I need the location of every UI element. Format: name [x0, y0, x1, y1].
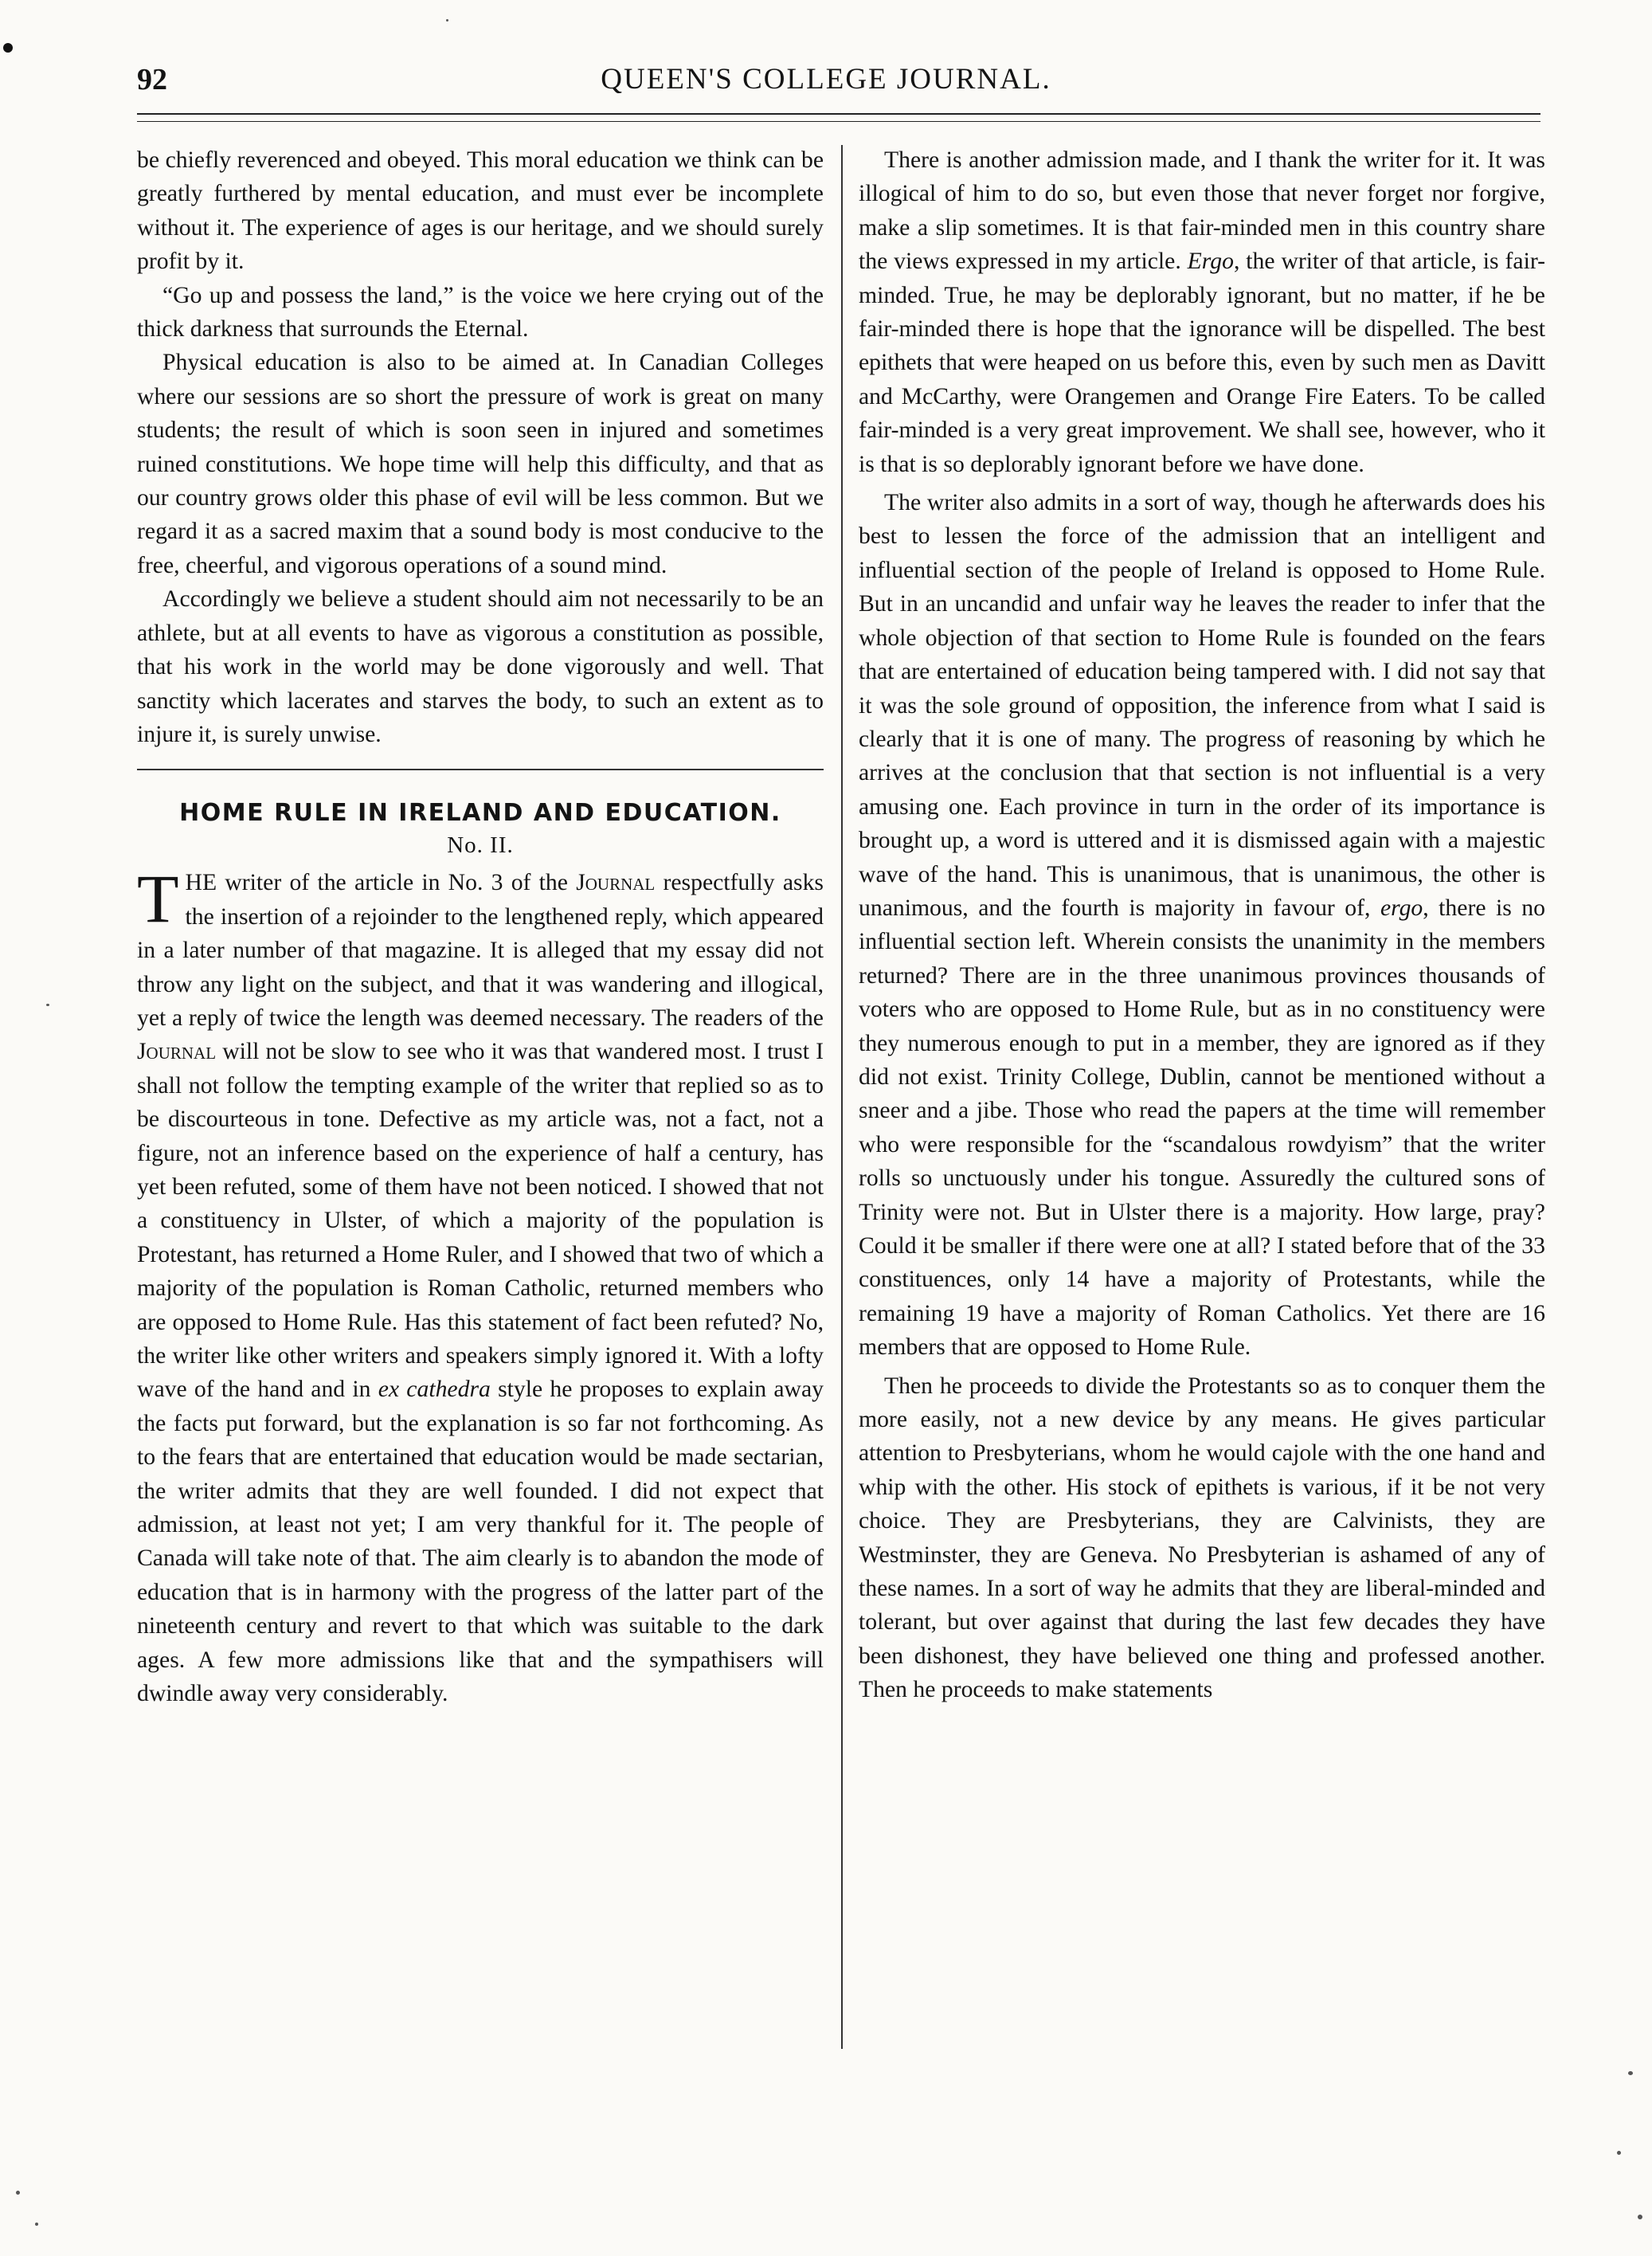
paragraph: Physical education is also to be aimed at. In Canadian Colleges where our sessions are so short the pressure of work is great on many students; the result of which is soon seen in injured and sometimes ruined constitutions. We hope time will help this difficulty, and that as our country grows older this phase of evil will be less common. But we regard it as a sacred maxim that a sound body is most conducive to the free, cheerful, and vigorous operations of a sound mind.: [137, 350, 824, 578]
text-run: style he proposes to explain away the facts put forward, but the explanation is so far not forthcoming. As to the fears that are entertained that education would be made sectarian, the writer admits that they are well founded. I did not expect that admission, at least not yet; I am very thankful for it. The people of Canada will take note of that. The aim clearly is to abandon the mode of education that is in harmony with the progress of the latter part of the nineteenth century and revert to that which was suitable to the dark ages. A few more admissions like that and the sympathisers will dwindle away very considerably.: [137, 1377, 824, 1707]
print-speck: [1628, 2071, 1633, 2075]
paragraph: [859, 143, 1545, 481]
paragraph: Then he proceeds to divide the Protestants so as to conquer them the more easily, not a new device by any means. He gives particular attention to Presbyterians, whom he would cajole with the one hand and whip with the other. His stock of epithets is various, if it be not very choice. They are Presbyterians, they are Calvinists, they are Westminster, they are Geneva. No Presbyterian is ashamed of any of these names. In a sort of way he admits that they are liberal-minded and tolerant, but over against that during the last few decades they have been dishonest, they have believed one thing and professed another. Then he proceeds to make statements: [859, 1373, 1545, 1703]
print-speck: [1638, 2215, 1642, 2219]
left-column: [137, 143, 824, 1710]
text-run: The writer also admits in a sort of way, though he afterwards does his best to lessen the force of the admission that an intelligent and influential section of the people of Ireland is opposed to Home Rule. But in an uncandid and unfair way he leaves the reader to infer that the whole objection of that section to Home Rule is founded on the fears that are entertained of education being tampered with. I did not say that it was the sole ground of opposition, the inference from what I said is clearly that it is one of many. The progress of reasoning by which he arrives at the conclusion that that section is not influential is a very amusing one. Each province in turn in the order of its importance is brought up, a word is uttered and it is dismissed again with a majestic wave of the hand. This is unanimous, that is unanimous, the other is unanimous, and the fourth is majority in favour of,: [859, 490, 1545, 921]
text-run: HE writer of the article in No. 3 of the: [185, 870, 577, 896]
right-column: [859, 143, 1545, 1707]
page-header: [0, 62, 1652, 102]
article-paragraph: [137, 860, 824, 1710]
column-divider: [841, 145, 843, 2049]
print-speck: [3, 43, 13, 53]
journal-name: Journal: [137, 1039, 217, 1065]
print-speck: [446, 19, 448, 22]
article-subtitle: No. II.: [447, 832, 514, 859]
drop-cap: T: [137, 860, 179, 938]
header-rule-bottom: [137, 121, 1540, 122]
paragraph: “Go up and possess the land,” is the voice we here crying out of the thick darkness that surrounds the Eternal.: [137, 282, 824, 343]
journal-name: Journal: [576, 870, 656, 896]
text-run: will not be slow to see who it was that wandered most. I trust I shall not follow the tempting example of the writer that replied so as to be discourteous in tone. Defective as my article was, not a fact, not a figure, not an inference based on the experience of half a century, has yet been refuted, some of them have not been noticed. I showed that not a constituency in Ulster, of which a majority of the population is Protestant, has returned a Home Ruler, and I showed that two of which a majority of the population is Roman Catholic, returned members who are opposed to Home Rule. Has this statement of fact been refuted? No, the writer like other writers and speakers simply ignored it. With a lofty wave of the hand and in: [137, 1039, 824, 1403]
italic-phrase: ergo: [1380, 895, 1423, 921]
paragraph: be chiefly reverenced and obeyed. This moral education we think can be greatly furthered by mental education, and must ever be incomplete without it. The experience of ages is our heritage, and we should surely profit by it.: [137, 147, 824, 275]
paragraph: Accordingly we believe a student should aim not necessarily to be an athlete, but at all events to have as vigorous a constitution as possible, that his work in the world may be done vigorously and well. That sanctity which lacerates and starves the body, to such an extent as to injure it, is surely unwise.: [137, 586, 824, 747]
print-speck: [46, 1004, 49, 1006]
print-speck: [16, 2191, 20, 2195]
text-run: , the writer of that article, is fair-minded. True, he may be deplorably ignorant, but no matter, if he be fair-minded there is hope that the ignorance will be dispelled. The best epithets that were heaped on us before this, even by such men as Davitt and McCarthy, were Orangemen and Orange Fire Eaters. To be called fair-minded is a very great improvement. We shall see, however, who it is that is so deplorably ignorant before we have done.: [859, 249, 1545, 477]
print-speck: [1617, 2151, 1621, 2155]
print-speck: [35, 2223, 38, 2226]
header-rule-top: [137, 113, 1540, 115]
italic-phrase: ex cathedra: [378, 1377, 491, 1403]
article-title: HOME RULE IN IRELAND AND EDUCATION.: [179, 799, 781, 828]
italic-phrase: Ergo: [1187, 249, 1234, 275]
text-run: , there is no influential section left. Wherein consists the unanimity in the members returned? There are in the three unanimous provinces thousands of voters who are opposed to Home Rule, but as in no constituency were they numerous enough to put in a member, they are ignored as if they did not exist. Trinity College, Dublin, cannot be mentioned without a sneer and a jibe. Those who read the papers at the time will remember who were responsible for the “scandalous rowdyism” that the writer rolls so unctuously under his tongue. Assuredly the cultured sons of Trinity were not. But in Ulster there is a majority. How large, pray? Could it be smaller if there were one at all? I stated before that of the 33 constituences, only 14 have a majority of Protestants, while the remaining 19 have a majority of Roman Catholics. Yet there are 16 members that are opposed to Home Rule.: [859, 895, 1545, 1361]
page-number: 92: [137, 63, 167, 96]
paragraph: [859, 486, 1545, 1365]
text-run: There is another admission made, and I thank the writer for it. It was illogical of him to do so, but even those that never forget nor forgive, make a slip sometimes. It is that fair-minded men in this country share the views expressed in my article.: [859, 147, 1545, 275]
journal-title: QUEEN'S COLLEGE JOURNAL.: [601, 63, 1051, 96]
section-divider: [137, 769, 824, 770]
text-run: respectfully asks the insertion of a rejoinder to the lengthened reply, which appeared in a later number of that magazine. It is alleged that my essay did not throw any light on the subject, and that it was wandering and illogical, yet a reply of twice the length was deemed necessary. The readers of the: [137, 870, 824, 1031]
